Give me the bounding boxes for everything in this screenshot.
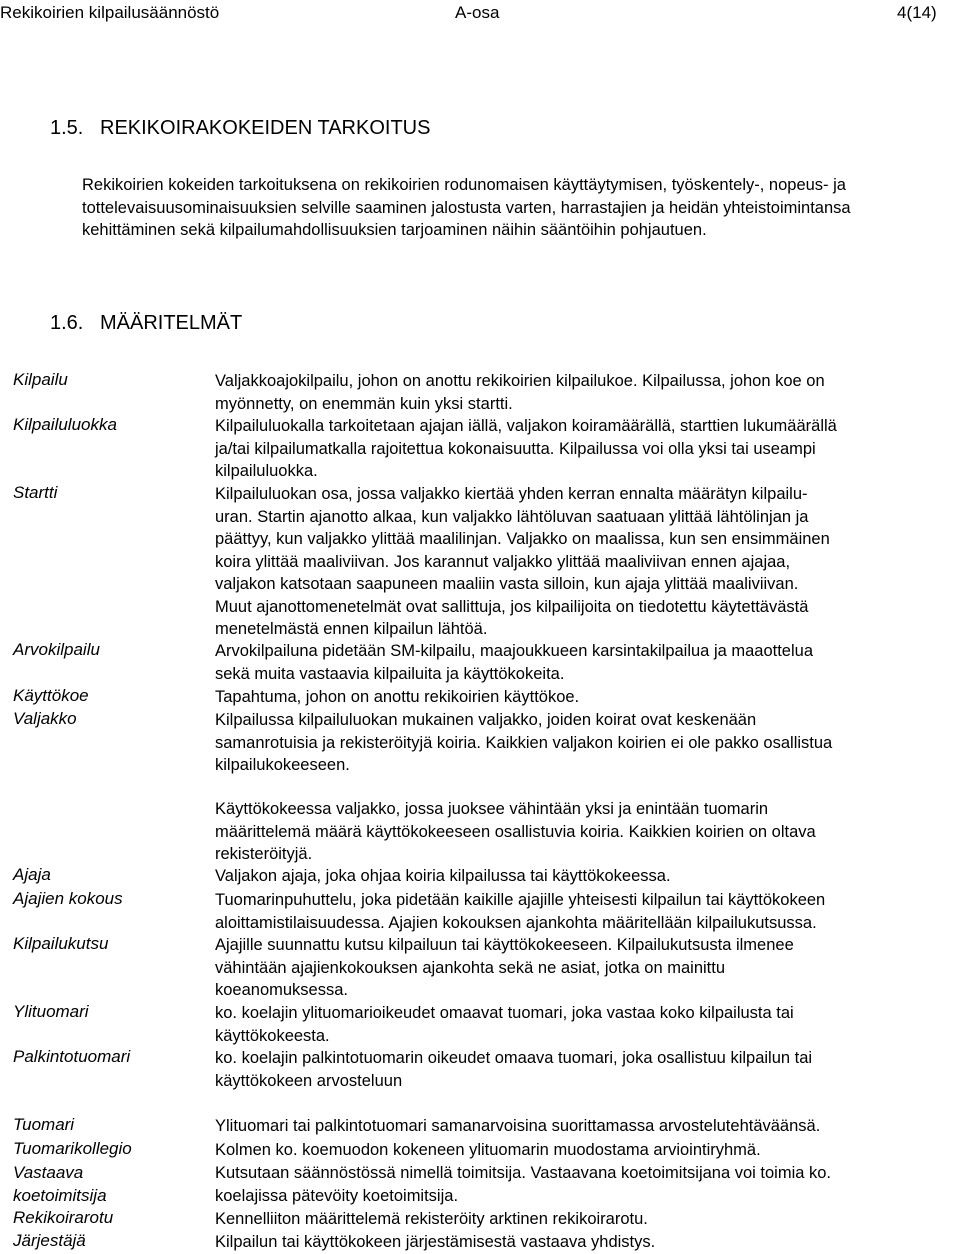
definition-term: Rekikoirarotu <box>13 1208 114 1227</box>
definition-text: Arvokilpailuna pidetään SM-kilpailu, maajoukkueen karsintakilpailua ja maaottelua sekä muita vastaavia kilpailuita ja käyttökokeita. <box>215 642 814 683</box>
definition-text: Tapahtuma, johon on anottu rekikoirien käyttökoe. <box>215 688 580 706</box>
definition-term: Ajaja <box>13 865 51 884</box>
definition-text: Tuomarinpuhuttelu, joka pidetään kaikille ajajille yhteisesti kilpailun tai käyttökokeen aloittamistilaisuudessa. Ajajien kokouksen ajankohta määritellään kilpailukutsussa. <box>215 891 826 932</box>
definition-text: Kilpailuluokalla tarkoitetaan ajajan iällä, valjakon koiramäärällä, starttien lukumäärällä ja/tai kilpailumatkalla rajoitettua kokonaisuutta. Kilpailussa voi olla yksi tai useampi kilpailuluokka. <box>215 417 837 480</box>
definition-text: Valjakkoajokilpailu, johon on anottu rekikoirien kilpailukoe. Kilpailussa, johon koe on myönnetty, on enemmän kuin yksi startti. <box>215 372 825 413</box>
definition-text: Kilpailuluokan osa, jossa valjakko kiertää yhden kerran ennalta määrätyn kilpailu- uran. Startin ajanotto alkaa, kun valjakko lähtöluvan saatuaan ylittää lähtölinjan ja päättyy, kun valjakko ylittää maalilinjan. Valjakko on maalissa, kun sen ensimmäinen koira ylittää maaliviivan. Jos karannut valjakko ylittää maaliviivan ennen ajajaa, valjakon katsotaan saapuneen maaliin vasta silloin, kun ajaja ylittää maaliviivan. Muut ajanottomenetelmät ovat sallittuja, jos kilpailijoita on tiedotettu käytettävästä menetelmästä ennen kilpailun lähtöä. <box>215 485 830 638</box>
definition-text: Kolmen ko. koemuodon kokeneen ylituomarin muodostama arviointiryhmä. <box>215 1141 761 1159</box>
definition-text: Kilpailussa kilpailuluokan mukainen valjakko, joiden koirat ovat keskenään samanrotuisia ja rekisteröityjä koiria. Kaikkien valjakon koirien ei ole pakko osallistua kilpailukokeeseen. <box>215 711 833 774</box>
definition-text: Valjakon ajaja, joka ohjaa koiria kilpailussa tai käyttökokeessa. <box>215 867 671 885</box>
section-heading-1-5 <box>50 117 430 140</box>
definition-term: Tuomarikollegio <box>13 1139 132 1158</box>
section-number: 1.6. <box>50 312 84 334</box>
header-page-number: 4(14) <box>897 3 937 22</box>
definition-term: Tuomari <box>13 1115 75 1134</box>
definition-text: Ajajille suunnattu kutsu kilpailuun tai käyttökokeeseen. Kilpailukutsusta ilmenee vähintään ajajienkokouksen ajankohta sekä ne asiat, jotka on mainittu koeanomuksessa. <box>215 936 794 999</box>
definition-term: Järjestäjä <box>13 1231 86 1250</box>
section-number: 1.5. <box>50 117 84 139</box>
definition-term: Ylituomari <box>13 1002 89 1021</box>
definition-term: Käyttökoe <box>13 686 89 705</box>
definition-text: Kutsutaan säännöstössä nimellä toimitsija. Vastaavana koetoimitsijana voi toimia ko. koelajissa pätevöity koetoimitsija. <box>215 1164 832 1205</box>
section-heading-1-6 <box>50 312 242 335</box>
definition-text: Kennelliiton määrittelemä rekisteröity arktinen rekikoirarotu. <box>215 1210 648 1228</box>
section-title: MÄÄRITELMÄT <box>100 312 243 334</box>
definition-text: Ylituomari tai palkintotuomari samanarvoisina suorittamassa arvostelutehtäväänsä. <box>215 1117 821 1135</box>
definition-term: Vastaava koetoimitsija <box>13 1163 107 1205</box>
section-paragraph: Rekikoirien kokeiden tarkoituksena on rekikoirien rodunomaisen käyttäytymisen, työskentely-, nopeus- ja tottelevaisuusominaisuuksien selville saaminen jalostusta varten, harrastajien ja heidän yhteistoimintansa kehittäminen sekä kilpailumahdollisuuksien tarjoaminen näihin sääntöihin pohjautuen. <box>82 176 851 239</box>
definition-term: Ajajien kokous <box>13 889 123 908</box>
definition-term: Valjakko <box>13 709 77 728</box>
definition-term: Kilpailu <box>13 370 68 389</box>
definition-text: Kilpailun tai käyttökokeen järjestämisestä vastaava yhdistys. <box>215 1233 656 1251</box>
definition-text: ko. koelajin palkintotuomarin oikeudet omaava tuomari, joka osallistuu kilpailun tai käyttökokeen arvosteluun <box>215 1049 813 1090</box>
definition-term: Startti <box>13 483 58 502</box>
header-section: A-osa <box>455 3 500 22</box>
definition-term: Palkintotuomari <box>13 1047 131 1066</box>
definition-term: Kilpailukutsu <box>13 934 109 953</box>
definition-term: Arvokilpailu <box>13 640 100 659</box>
definition-text: ko. koelajin ylituomarioikeudet omaavat tuomari, joka vastaa koko kilpailusta tai käyttökokeesta. <box>215 1004 794 1045</box>
definition-text: Käyttökokeessa valjakko, jossa juoksee vähintään yksi ja enintään tuomarin määrittelemä määrä käyttökokeeseen osallistuvia koiria. Kaikkien koirien on oltava rekisteröityjä. <box>215 800 816 863</box>
header-doc-title: Rekikoirien kilpailusäännöstö <box>0 3 220 22</box>
section-title: REKIKOIRAKOKEIDEN TARKOITUS <box>100 117 431 139</box>
definition-term: Kilpailuluokka <box>13 415 117 434</box>
